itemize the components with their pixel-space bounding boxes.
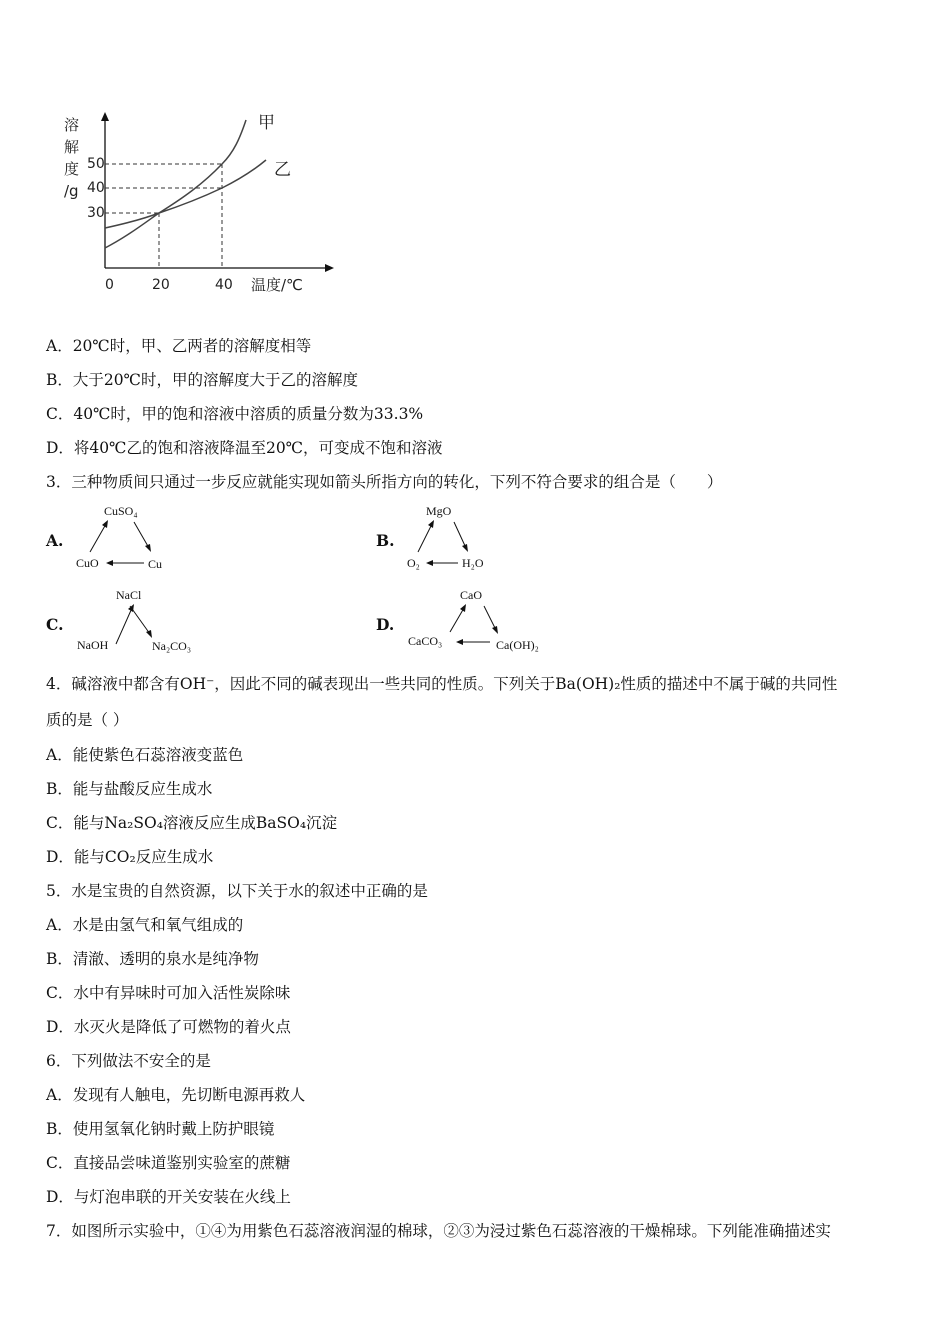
q6-option-a: A．发现有人触电，先切断电源再救人 (46, 1086, 306, 1104)
x-tick-label: 20 (152, 277, 170, 293)
q5-option-d: D．水灭火是降低了可燃物的着火点 (46, 1018, 291, 1036)
y-tick-label: 40 (87, 180, 105, 196)
q3-diagram-c (72, 586, 212, 658)
diag-a-left: CuO (76, 556, 99, 570)
q4-stem-line-1: 4．碱溶液中都含有OH⁻，因此不同的碱表现出一些共同的性质。下列关于Ba(OH)₂性质的描述中不属于碱的共同性 (46, 675, 838, 693)
diag-b-right: H₂O (462, 556, 484, 570)
q3-diagram-b (402, 502, 512, 574)
curve-yi (105, 160, 266, 228)
diag-c-left: NaOH (77, 638, 109, 652)
x-axis-arrow (325, 264, 334, 272)
q7-stem: 7．如图所示实验中，①④为用紫色石蕊溶液润湿的棉球，②③为浸过紫色石蕊溶液的干燥棉球。下列能准确描述实 (46, 1222, 831, 1240)
q3-option-c-letter: C. (46, 615, 64, 634)
q6-stem: 6．下列做法不安全的是 (46, 1052, 211, 1070)
q2-option-b: B．大于20℃时，甲的溶解度大于乙的溶解度 (46, 371, 358, 389)
q3-option-d-letter: D. (376, 615, 395, 634)
x-tick-label: 40 (215, 277, 233, 293)
q2-option-d: D．将40℃乙的饱和溶液降温至20℃，可变成不饱和溶液 (46, 439, 443, 457)
y-label-char: 度 (64, 160, 80, 178)
curve-jia (105, 120, 246, 248)
q4-option-c: C．能与Na₂SO₄溶液反应生成BaSO₄沉淀 (46, 814, 338, 832)
diag-b-left: O₂ (407, 556, 420, 570)
diag-c-top: NaCl (116, 588, 142, 602)
x-tick-label: 0 (105, 277, 114, 293)
diag-d-right: Ca(OH)₂ (496, 638, 539, 652)
q4-stem-line-2: 质的是（ ） (46, 711, 129, 729)
y-label-char: 解 (64, 138, 80, 156)
q3-option-a-letter: A. (46, 531, 64, 550)
q6-option-b: B．使用氢氧化钠时戴上防护眼镜 (46, 1120, 275, 1138)
q2-option-c: C．40℃时，甲的饱和溶液中溶质的质量分数为33.3% (46, 405, 424, 423)
q6-option-c: C．直接品尝味道鉴别实验室的蔗糖 (46, 1154, 291, 1172)
y-label-char: 溶 (64, 116, 80, 134)
diag-a-right: Cu (148, 557, 163, 571)
diag-d-top: CaO (460, 588, 482, 602)
q3-option-b-letter: B. (376, 531, 395, 550)
q5-option-c: C．水中有异味时可加入活性炭除味 (46, 984, 291, 1002)
x-axis-label: 温度/℃ (251, 276, 303, 294)
diag-c-right: Na₂CO₃ (152, 639, 192, 653)
y-label-char: /g (64, 182, 79, 200)
q4-option-d: D．能与CO₂反应生成水 (46, 848, 214, 866)
y-axis-arrow (101, 112, 109, 121)
solubility-graph (58, 108, 358, 308)
q5-stem: 5．水是宝贵的自然资源，以下关于水的叙述中正确的是 (46, 882, 428, 900)
diag-a-top: CuSO₄ (104, 504, 138, 518)
diag-d-left: CaCO₃ (408, 634, 443, 648)
q4-option-a: A．能使紫色石蕊溶液变蓝色 (46, 746, 244, 764)
curve-label-yi: 乙 (274, 160, 291, 180)
q5-option-a: A．水是由氢气和氧气组成的 (46, 916, 244, 934)
curve-label-jia: 甲 (258, 113, 275, 133)
q4-option-b: B．能与盐酸反应生成水 (46, 780, 213, 798)
y-tick-label: 50 (87, 156, 105, 172)
q2-option-a: A．20℃时，甲、乙两者的溶解度相等 (46, 337, 312, 355)
q3-stem: 3．三种物质间只通过一步反应就能实现如箭头所指方向的转化，下列不符合要求的组合是（ ） (46, 473, 723, 491)
q6-option-d: D．与灯泡串联的开关安装在火线上 (46, 1188, 291, 1206)
q5-option-b: B．清澈、透明的泉水是纯净物 (46, 950, 259, 968)
q3-diagram-a (72, 502, 182, 574)
diag-b-top: MgO (426, 504, 452, 518)
y-tick-label: 30 (87, 205, 105, 221)
q3-diagram-d (402, 586, 552, 658)
